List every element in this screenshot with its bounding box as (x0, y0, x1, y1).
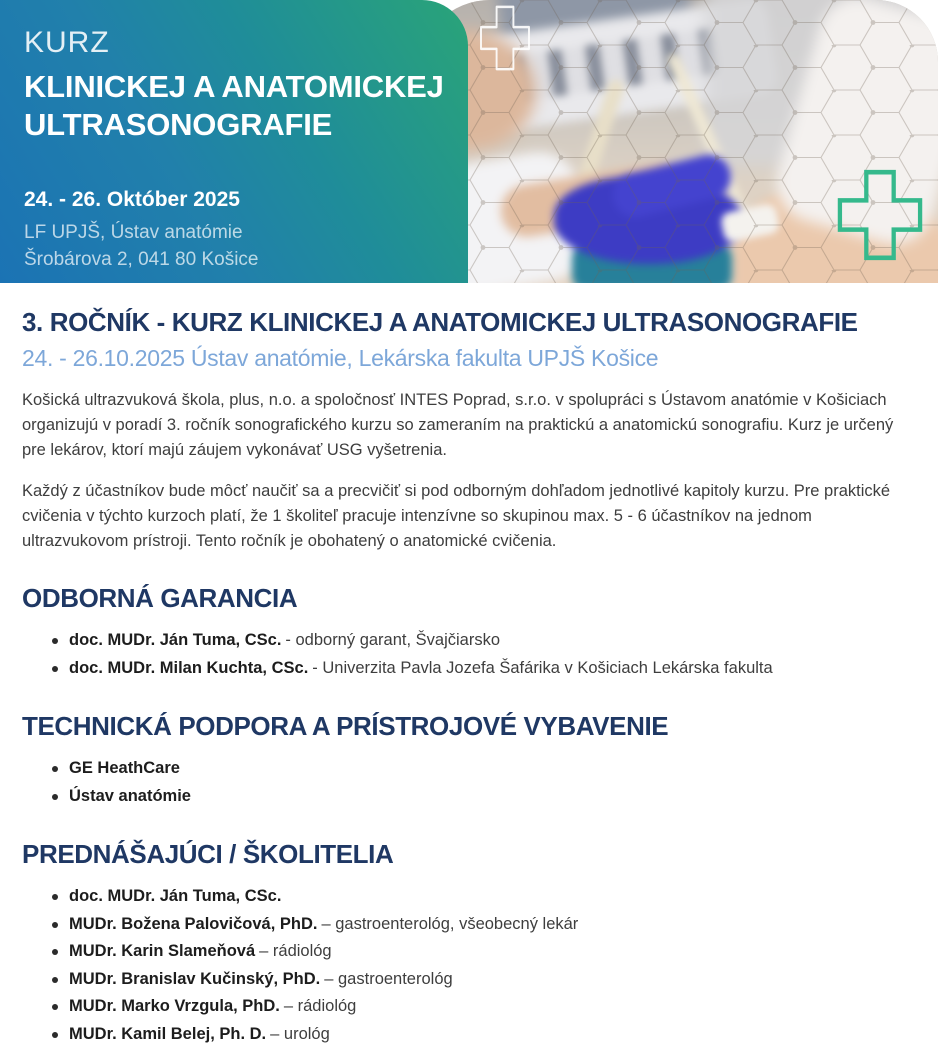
garant-list (22, 627, 916, 682)
hero-gradient-panel (0, 0, 468, 283)
section-prednasajuci (22, 839, 916, 1048)
hero-address-line2: Šrobárova 2, 041 80 Košice (24, 246, 444, 273)
section-technicka-podpora (22, 711, 916, 810)
section-heading: ODBORNÁ GARANCIA (22, 583, 916, 614)
person-role: – rádiológ (284, 997, 356, 1015)
person-name: doc. MUDr. Milan Kuchta, CSc. (69, 659, 308, 677)
list-item (69, 783, 916, 811)
ultrasound-exam-photo (418, 0, 938, 283)
hero-title (24, 68, 444, 144)
list-item (69, 627, 916, 655)
list-item (69, 938, 916, 966)
document-body (0, 307, 938, 1048)
section-heading: TECHNICKÁ PODPORA A PRÍSTROJOVÉ VYBAVENIE (22, 711, 916, 742)
list-item (69, 1021, 916, 1048)
list-item (69, 911, 916, 939)
green-cross-icon (836, 168, 924, 262)
support-list (22, 755, 916, 810)
hero-address-line1: LF UPJŠ, Ústav anatómie (24, 219, 444, 246)
intro-paragraph-1: Košická ultrazvuková škola, plus, n.o. a spoločnosť INTES Poprad, s.r.o. v spolupráci s Ústavom anatómie v Košiciach organizujú v poradí 3. ročník sonografického kurzu so zameraním na praktickú a anatomickú sonografiu. Kurz je určený pre lekárov, ktorí majú záujem vykonávať USG vyšetrenia. (22, 388, 916, 463)
page-title: 3. ROČNÍK - KURZ KLINICKEJ A ANATOMICKEJ ULTRASONOGRAFIE (22, 307, 916, 338)
person-role: – rádiológ (259, 942, 331, 960)
person-role: – urológ (270, 1025, 330, 1043)
person-role: - Univerzita Pavla Jozefa Šafárika v Košiciach Lekárska fakulta (312, 659, 772, 677)
person-role: - odborný garant, Švajčiarsko (285, 631, 500, 649)
hero-title-line1: KLINICKEJ A ANATOMICKEJ (24, 69, 444, 104)
hero-date: 24. - 26. Október 2025 (24, 188, 444, 212)
person-name: doc. MUDr. Ján Tuma, CSc. (69, 887, 281, 905)
section-odborna-garancia (22, 583, 916, 682)
intro-paragraph-2: Každý z účastníkov bude môcť naučiť sa a precvičiť si pod odborným dohľadom jednotlivé kapitoly kurzu. Pre praktické cvičenia v týchto kurzoch platí, že 1 školiteľ pracuje intenzívne so skupinou max. 5 - 6 účastníkov na jednom ultrazvukovom prístroji. Tento ročník je obohatený o anatomické cvičenia. (22, 479, 916, 554)
org-name: GE HeathCare (69, 759, 180, 777)
person-name: MUDr. Božena Palovičová, PhD. (69, 915, 317, 933)
list-item (69, 755, 916, 783)
hero-banner (0, 0, 938, 283)
org-name: Ústav anatómie (69, 787, 191, 805)
lecturer-list (22, 883, 916, 1048)
hero-kicker: KURZ (24, 26, 444, 60)
person-name: MUDr. Marko Vrzgula, PhD. (69, 997, 280, 1015)
list-item (69, 966, 916, 994)
white-cross-icon (478, 3, 532, 73)
page-subtitle: 24. - 26.10.2025 Ústav anatómie, Lekárska fakulta UPJŠ Košice (22, 345, 916, 372)
person-name: MUDr. Karin Slameňová (69, 942, 255, 960)
section-heading: PREDNÁŠAJÚCI / ŠKOLITELIA (22, 839, 916, 870)
hero-title-line2: ULTRASONOGRAFIE (24, 107, 332, 142)
person-name: MUDr. Branislav Kučinský, PhD. (69, 970, 320, 988)
list-item (69, 655, 916, 683)
person-name: doc. MUDr. Ján Tuma, CSc. (69, 631, 281, 649)
person-role: – gastroenterológ, všeobecný lekár (321, 915, 578, 933)
person-role: – gastroenterológ (324, 970, 452, 988)
list-item (69, 883, 916, 911)
list-item (69, 993, 916, 1021)
person-name: MUDr. Kamil Belej, Ph. D. (69, 1025, 266, 1043)
